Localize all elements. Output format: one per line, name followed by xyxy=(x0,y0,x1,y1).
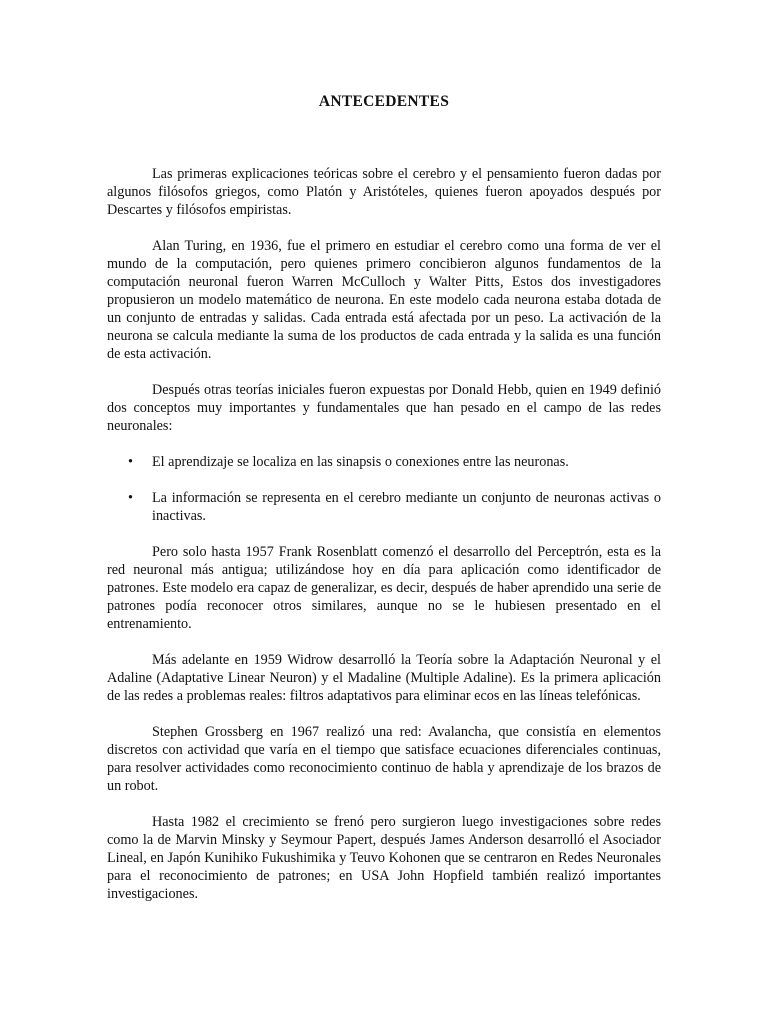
list-item xyxy=(107,453,661,471)
paragraph-rosenblatt: Pero solo hasta 1957 Frank Rosenblatt comenzó el desarrollo del Perceptrón, esta es la red neuronal más antigua; utilizándose hoy en día para aplicación como identificador de patrones. Este modelo era capaz de generalizar, es decir, después de haber aprendido una serie de patrones podía reconocer otros similares, aunque no se le hubiesen presentado en el entrenamiento. xyxy=(107,544,661,632)
paragraph-hebb: Después otras teorías iniciales fueron expuestas por Donald Hebb, quien en 1949 definió dos conceptos muy importantes y fundamentales que han pesado en el campo de las redes neuronales: xyxy=(107,382,661,434)
paragraph-philosophers: Las primeras explicaciones teóricas sobre el cerebro y el pensamiento fueron dadas por algunos filósofos griegos, como Platón y Aristóteles, quienes fueron apoyados después por Descartes y filósofos empiristas. xyxy=(107,166,661,218)
paragraph-1982: Hasta 1982 el crecimiento se frenó pero surgieron luego investigaciones sobre redes como la de Marvin Minsky y Seymour Papert, después James Anderson desarrolló el Asociador Lineal, en Japón Kunihiko Fukushimika y Teuvo Kohonen que se centraron en Redes Neuronales para el reconocimiento de patrones; en USA John Hopfield también realizó importantes investigaciones. xyxy=(107,814,661,902)
paragraph-grossberg: Stephen Grossberg en 1967 realizó una red: Avalancha, que consistía en elementos discretos con actividad que varía en el tiempo que satisface ecuaciones diferenciales continuas, para resolver actividades como reconocimiento continuo de habla y aprendizaje de los brazos de un robot. xyxy=(107,724,661,794)
paragraph-widrow: Más adelante en 1959 Widrow desarrolló la Teoría sobre la Adaptación Neuronal y el Adaline (Adaptative Linear Neuron) y el Madaline (Multiple Adaline). Es la primera aplicación de las redes a problemas reales: filtros adaptativos para eliminar ecos en las líneas telefónicas. xyxy=(107,652,661,704)
paragraph-turing: Alan Turing, en 1936, fue el primero en estudiar el cerebro como una forma de ver el mundo de la computación, pero quienes primero concibieron algunos fundamentos de la computación neuronal fueron Warren McCulloch y Walter Pitts, Estos dos investigadores propusieron un modelo matemático de neurona. En este modelo cada neurona estaba dotada de un conjunto de entradas y salidas. Cada entrada está afectada por un peso. La activación de la neurona se calcula mediante la suma de los productos de cada entrada y la salida es una función de esta activación. xyxy=(107,238,661,362)
bullet-icon: • xyxy=(128,490,133,506)
list-item-text: El aprendizaje se localiza en las sinapsis o conexiones entre las neuronas. xyxy=(152,454,569,470)
bullet-icon: • xyxy=(128,454,133,470)
list-item-text: La información se representa en el cerebro mediante un conjunto de neuronas activas o inactivas. xyxy=(152,490,661,524)
hebb-concepts-list xyxy=(107,453,661,525)
list-item xyxy=(107,489,661,525)
page-title: ANTECEDENTES xyxy=(318,93,450,110)
